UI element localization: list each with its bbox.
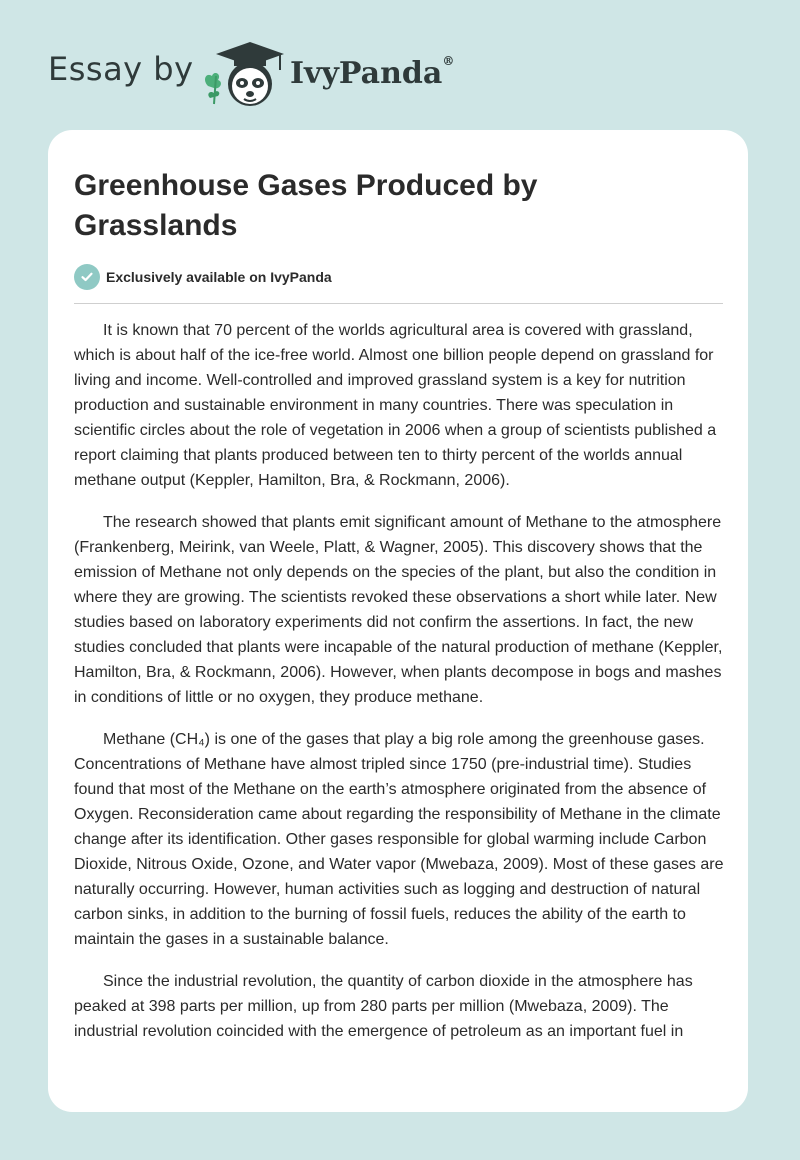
brand-label: IvyPanda [290, 56, 443, 91]
paragraph: It is known that 70 percent of the worlds agricultural area is covered with grassland, which is about half of the ice-free world. Almost one billion people depend on grassland for living and income. Well-controlled and improved grassland system is a key for nutrition production and sustainable environment in many countries. There was speculation in scientific circles about the role of vegetation in 2006 when a group of scientists published a report claiming that plants produced between ten to thirty percent of the worlds annual methane output (Keppler, Hamilton, Bra, & Rockmann, 2006). [74, 322, 717, 489]
page-title: Greenhouse Gases Produced by Grasslands [74, 169, 538, 242]
site-header [0, 0, 800, 120]
brand-name[interactable] [290, 56, 454, 91]
paragraph: Methane (CH₄) is one of the gases that play a big role among the greenhouse gases. Concentrations of Methane have almost tripled since 1750 (pre-industrial time). Studies found that most of the Methane on the earth’s atmosphere originated from the absence of Oxygen. Reconsideration came about regarding the responsibility of Methane in the climate change after its identification. Other gases responsible for global warming include Carbon Dioxide, Nitrous Oxide, Ozone, and Water vapor (Mwebaza, 2009). Most of these gases are naturally occurring. However, human activities such as logging and destruction of natural carbon sinks, in addition to the burning of fossil fuels, reduces the ability of the earth to maintain the gases in a sustainable balance. [74, 731, 724, 948]
check-circle-icon [74, 264, 100, 290]
essay-body [74, 318, 724, 1061]
panda-logo-icon[interactable] [200, 36, 290, 108]
exclusive-badge [74, 264, 332, 290]
essay-by-label: Essay by [48, 50, 194, 88]
registered-mark: ® [442, 54, 455, 68]
exclusive-badge-label: Exclusively available on IvyPanda [106, 269, 332, 285]
divider [74, 303, 723, 304]
essay-card [48, 130, 748, 1112]
paragraph: Since the industrial revolution, the quantity of carbon dioxide in the atmosphere has peaked at 398 parts per million, up from 280 parts per million (Mwebaza, 2009). The industrial revolution coincided with the emergence of petroleum as an important fuel in [74, 973, 693, 1040]
paragraph: The research showed that plants emit significant amount of Methane to the atmosphere (Frankenberg, Meirink, van Weele, Platt, & Wagner, 2005). This discovery shows that the emission of Methane not only depends on the species of the plant, but also the condition in where they are growing. The scientists revoked these observations a short while later. New studies based on laboratory experiments did not confirm the assertions. In fact, the new studies concluded that plants were incapable of the natural production of methane (Keppler, Hamilton, Bra, & Rockmann, 2006). However, when plants decompose in bogs and mashes in conditions of little or no oxygen, they produce methane. [74, 514, 723, 706]
